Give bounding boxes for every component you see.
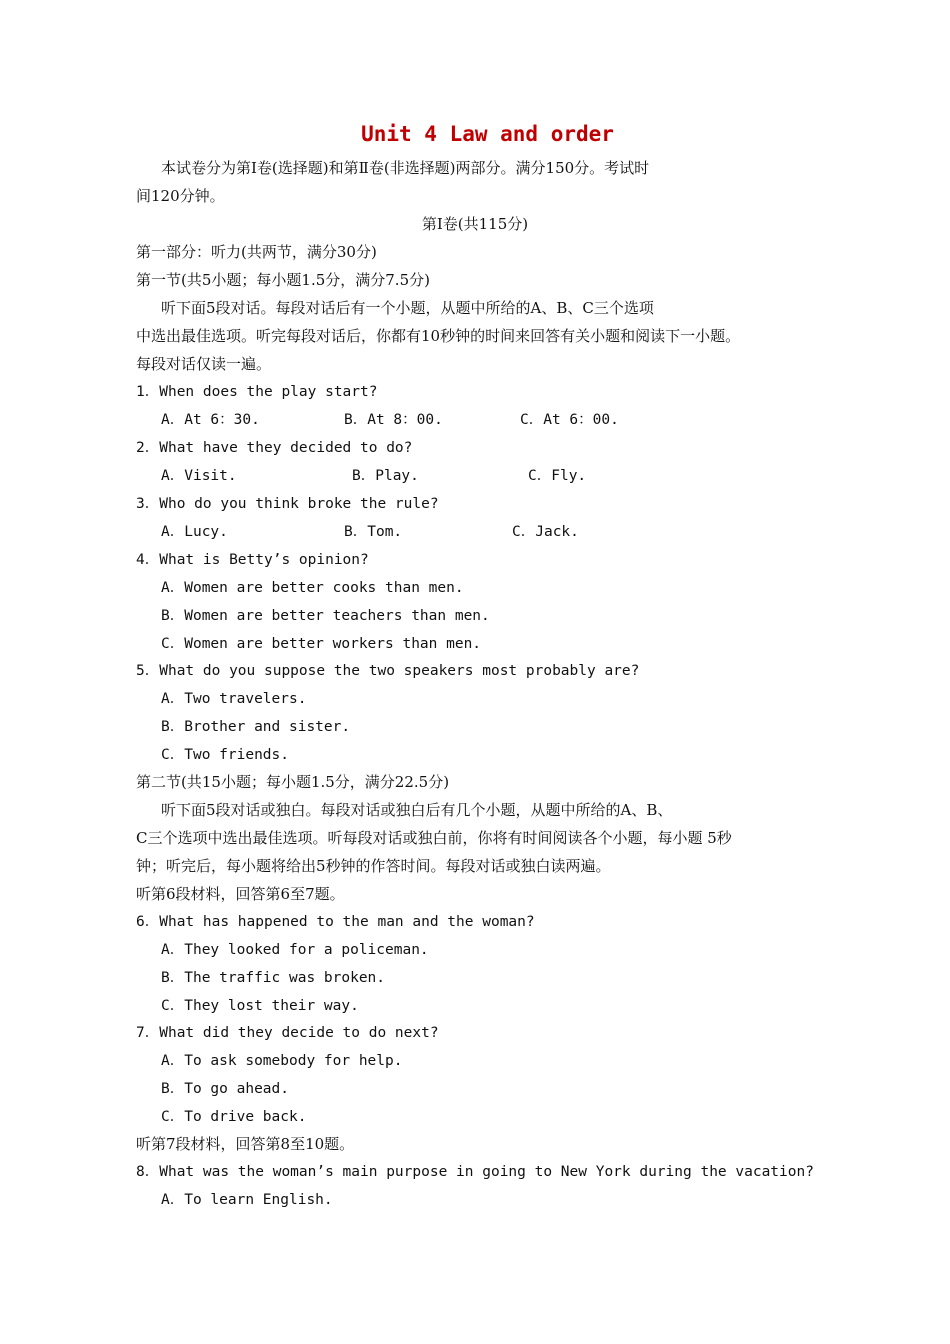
question-1-option-a: A．At 6：30. xyxy=(161,412,260,428)
question-6-option-b: B．The traffic was broken. xyxy=(161,970,386,986)
question-3-option-a: A．Lucy. xyxy=(161,524,228,540)
document-title: Unit 4 Law and order xyxy=(361,122,614,146)
intro-line-2: 间120分钟。 xyxy=(136,187,225,205)
question-7-option-b: B．To go ahead. xyxy=(161,1081,289,1097)
question-3-stem: 3．Who do you think broke the rule? xyxy=(136,496,439,512)
volume1-heading: 第Ⅰ卷(共115分) xyxy=(421,215,529,233)
question-6-stem: 6．What has happened to the man and the woman? xyxy=(136,914,535,930)
question-5-option-b: B．Brother and sister. xyxy=(161,719,351,735)
question-2-option-c: C．Fly. xyxy=(528,468,587,484)
question-4-option-a: A．Women are better cooks than men. xyxy=(161,580,464,596)
question-5-option-c: C．Two friends. xyxy=(161,747,289,763)
question-8-stem: 8．What was the woman’s main purpose in going to New York during the vacation? xyxy=(136,1164,814,1180)
question-7-stem: 7．What did they decide to do next? xyxy=(136,1025,439,1041)
section2-instruction-3: 钟；听完后，每小题将给出5秒钟的作答时间。每段对话或独白读两遍。 xyxy=(136,857,611,875)
section1-heading: 第一节(共5小题；每小题1.5分，满分7.5分) xyxy=(136,271,430,289)
question-4-stem: 4．What is Betty’s opinion? xyxy=(136,552,369,568)
question-2-stem: 2．What have they decided to do? xyxy=(136,440,413,456)
material-6-heading: 听第6段材料，回答第6至7题。 xyxy=(136,885,345,903)
question-2-option-b: B．Play. xyxy=(352,468,419,484)
question-6-option-c: C．They lost their way. xyxy=(161,998,359,1014)
section2-heading: 第二节(共15小题；每小题1.5分，满分22.5分) xyxy=(136,773,450,791)
material-7-heading: 听第7段材料，回答第8至10题。 xyxy=(136,1135,355,1153)
question-3-option-b: B．Tom. xyxy=(344,524,403,540)
section1-instruction-1: 听下面5段对话。每段对话后有一个小题，从题中所给的A、B、C三个选项 xyxy=(161,299,654,317)
section2-instruction-1: 听下面5段对话或独白。每段对话或独白后有几个小题，从题中所给的A、B、 xyxy=(161,801,673,819)
question-3-option-c: C．Jack. xyxy=(512,524,579,540)
intro-line-1: 本试卷分为第Ⅰ卷(选择题)和第Ⅱ卷(非选择题)两部分。满分150分。考试时 xyxy=(161,159,650,177)
question-4-option-b: B．Women are better teachers than men. xyxy=(161,608,490,624)
section1-instruction-2: 中选出最佳选项。听完每段对话后，你都有10秒钟的时间来回答有关小题和阅读下一小题。 xyxy=(136,327,741,345)
question-6-option-a: A．They looked for a policeman. xyxy=(161,942,429,958)
question-1-option-b: B．At 8：00. xyxy=(344,412,443,428)
question-7-option-a: A．To ask somebody for help. xyxy=(161,1053,403,1069)
section1-instruction-3: 每段对话仅读一遍。 xyxy=(136,355,272,373)
question-1-stem: 1．When does the play start? xyxy=(136,384,378,400)
question-2-option-a: A．Visit. xyxy=(161,468,237,484)
question-5-option-a: A．Two travelers. xyxy=(161,691,307,707)
question-4-option-c: C．Women are better workers than men. xyxy=(161,636,482,652)
question-8-option-a: A．To learn English. xyxy=(161,1192,333,1208)
question-1-option-c: C．At 6：00. xyxy=(520,412,619,428)
question-7-option-c: C．To drive back. xyxy=(161,1109,307,1125)
section2-instruction-2: C三个选项中选出最佳选项。听每段对话或独白前，你将有时间阅读各个小题，每小题 5秒 xyxy=(136,829,732,847)
question-5-stem: 5．What do you suppose the two speakers most probably are? xyxy=(136,663,640,679)
part1-heading: 第一部分：听力(共两节，满分30分) xyxy=(136,243,377,261)
